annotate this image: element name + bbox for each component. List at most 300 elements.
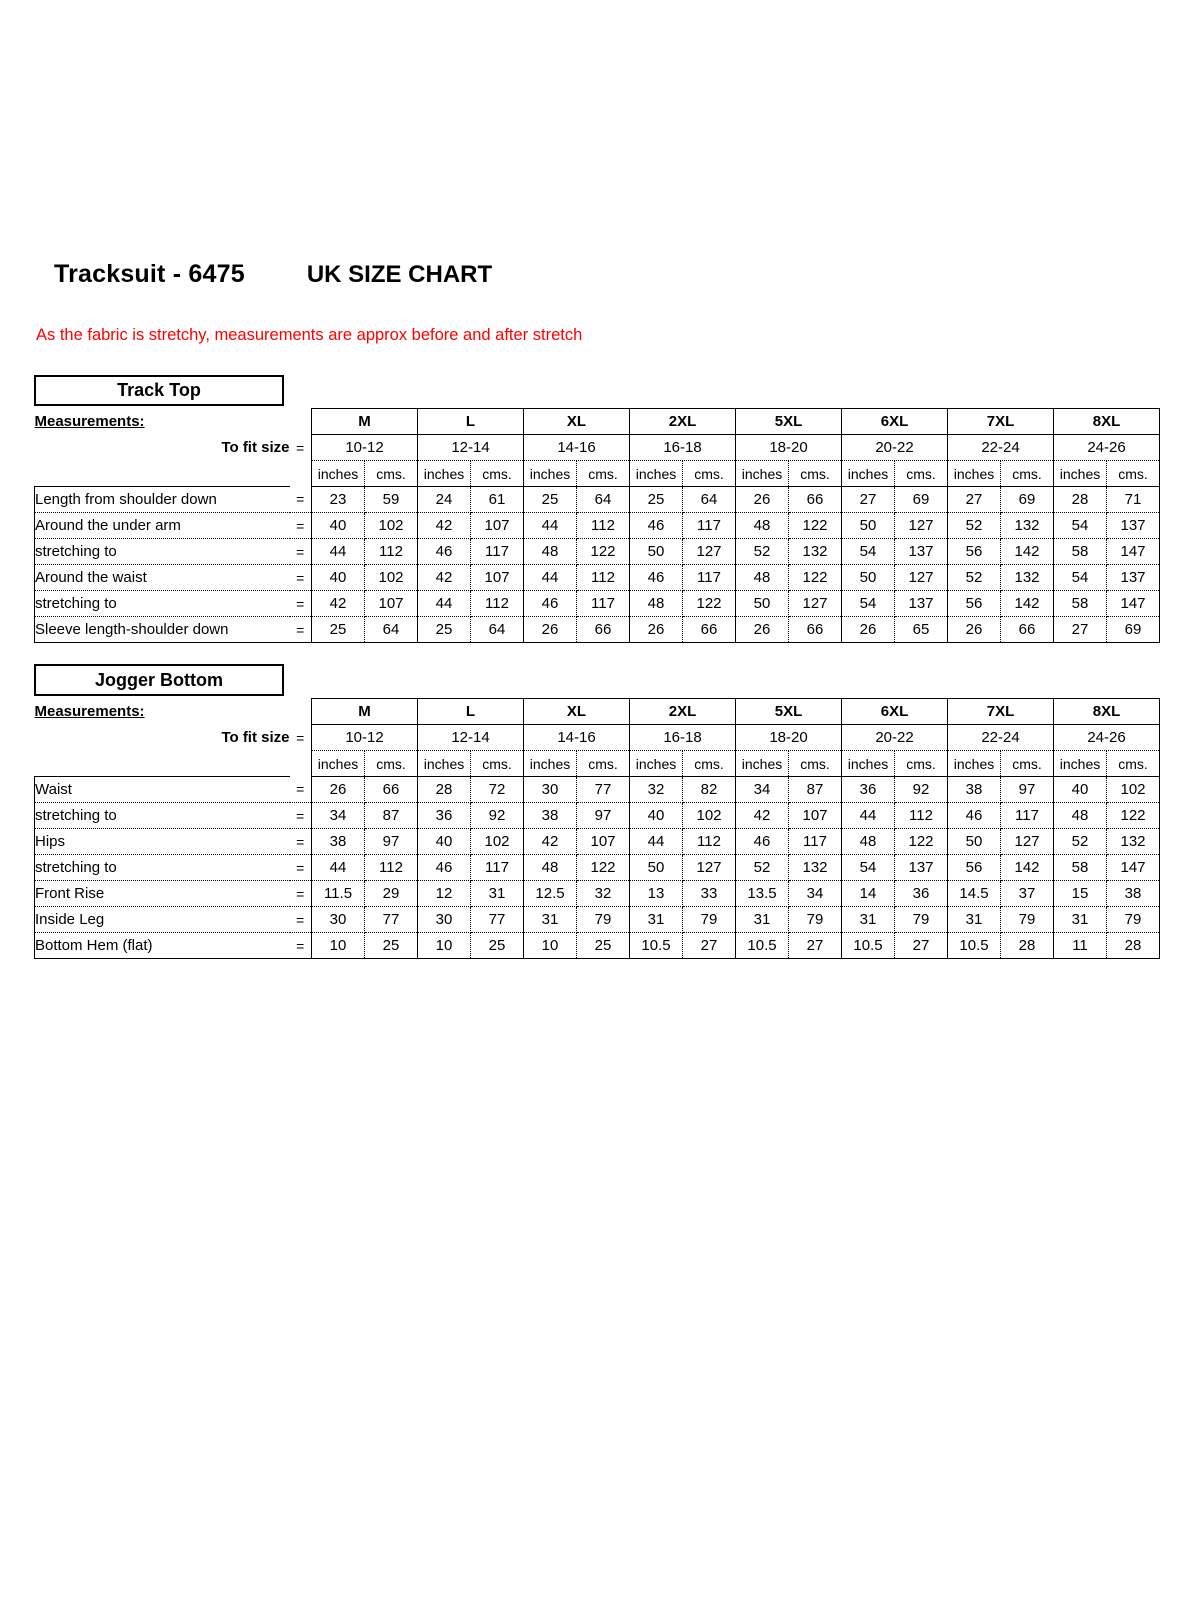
value-inches: 14 <box>842 881 895 907</box>
value-inches: 30 <box>524 777 577 803</box>
value-cms: 97 <box>577 803 630 829</box>
value-cms: 66 <box>789 617 842 643</box>
to-fit-value: 20-22 <box>842 435 948 461</box>
value-inches: 26 <box>842 617 895 643</box>
measurement-label: stretching to <box>35 591 290 617</box>
value-cms: 82 <box>683 777 736 803</box>
unit-cms: cms. <box>789 461 842 487</box>
equals-sign: = <box>290 855 312 881</box>
value-inches: 48 <box>524 855 577 881</box>
unit-inches: inches <box>736 751 789 777</box>
value-inches: 42 <box>312 591 365 617</box>
value-inches: 30 <box>418 907 471 933</box>
to-fit-value: 22-24 <box>948 725 1054 751</box>
equals-sign: = <box>290 829 312 855</box>
measurement-label: Inside Leg <box>35 907 290 933</box>
value-cms: 107 <box>471 565 524 591</box>
value-inches: 54 <box>1054 513 1107 539</box>
value-cms: 112 <box>895 803 948 829</box>
value-cms: 92 <box>471 803 524 829</box>
unit-cms: cms. <box>1107 461 1160 487</box>
size-header-8xl: 8XL <box>1054 409 1160 435</box>
equals-sign: = <box>290 591 312 617</box>
value-cms: 77 <box>365 907 418 933</box>
value-inches: 44 <box>630 829 683 855</box>
unit-cms: cms. <box>1001 751 1054 777</box>
value-cms: 25 <box>471 933 524 959</box>
unit-cms: cms. <box>683 461 736 487</box>
value-inches: 30 <box>312 907 365 933</box>
value-cms: 102 <box>365 565 418 591</box>
value-inches: 56 <box>948 539 1001 565</box>
value-cms: 122 <box>1107 803 1160 829</box>
value-cms: 112 <box>683 829 736 855</box>
table-header-sizes-row <box>35 699 1160 725</box>
value-inches: 10.5 <box>736 933 789 959</box>
value-cms: 137 <box>895 539 948 565</box>
value-inches: 26 <box>312 777 365 803</box>
value-inches: 42 <box>418 513 471 539</box>
to-fit-value: 24-26 <box>1054 435 1160 461</box>
equals-sign: = <box>290 881 312 907</box>
value-cms: 69 <box>895 487 948 513</box>
value-cms: 79 <box>1107 907 1160 933</box>
unit-inches: inches <box>842 461 895 487</box>
value-inches: 56 <box>948 855 1001 881</box>
value-inches: 10.5 <box>842 933 895 959</box>
value-inches: 54 <box>1054 565 1107 591</box>
size-header-7xl: 7XL <box>948 699 1054 725</box>
equals-sign: = <box>290 617 312 643</box>
value-inches: 44 <box>312 539 365 565</box>
value-cms: 38 <box>1107 881 1160 907</box>
spacer <box>290 751 312 777</box>
value-inches: 40 <box>630 803 683 829</box>
equals-sign: = <box>290 487 312 513</box>
value-inches: 46 <box>524 591 577 617</box>
value-cms: 66 <box>789 487 842 513</box>
value-cms: 122 <box>789 565 842 591</box>
spacer <box>290 409 312 435</box>
unit-cms: cms. <box>1001 461 1054 487</box>
to-fit-value: 20-22 <box>842 725 948 751</box>
value-cms: 66 <box>1001 617 1054 643</box>
value-cms: 147 <box>1107 855 1160 881</box>
value-cms: 102 <box>683 803 736 829</box>
value-cms: 132 <box>1001 565 1054 591</box>
value-cms: 127 <box>789 591 842 617</box>
value-inches: 32 <box>630 777 683 803</box>
measurement-label: Waist <box>35 777 290 803</box>
value-cms: 142 <box>1001 591 1054 617</box>
value-cms: 87 <box>365 803 418 829</box>
value-cms: 132 <box>1107 829 1160 855</box>
table-row <box>35 617 1160 643</box>
value-inches: 42 <box>418 565 471 591</box>
value-inches: 28 <box>418 777 471 803</box>
value-inches: 12.5 <box>524 881 577 907</box>
unit-cms: cms. <box>471 461 524 487</box>
measurement-label: Front Rise <box>35 881 290 907</box>
value-cms: 61 <box>471 487 524 513</box>
value-inches: 50 <box>842 513 895 539</box>
measurement-label: stretching to <box>35 539 290 565</box>
measurement-label: Hips <box>35 829 290 855</box>
equals-sign: = <box>290 513 312 539</box>
value-cms: 64 <box>471 617 524 643</box>
size-header-xl: XL <box>524 409 630 435</box>
value-cms: 87 <box>789 777 842 803</box>
value-cms: 37 <box>1001 881 1054 907</box>
unit-inches: inches <box>948 461 1001 487</box>
value-cms: 132 <box>789 539 842 565</box>
value-inches: 10 <box>418 933 471 959</box>
value-inches: 26 <box>948 617 1001 643</box>
value-inches: 54 <box>842 855 895 881</box>
value-inches: 46 <box>630 565 683 591</box>
unit-inches: inches <box>1054 461 1107 487</box>
unit-cms: cms. <box>365 751 418 777</box>
unit-cms: cms. <box>683 751 736 777</box>
value-cms: 117 <box>471 855 524 881</box>
to-fit-size-label: To fit size <box>221 439 290 456</box>
measurement-label: Around the under arm <box>35 513 290 539</box>
value-inches: 46 <box>630 513 683 539</box>
to-fit-value: 24-26 <box>1054 725 1160 751</box>
value-inches: 52 <box>948 565 1001 591</box>
value-cms: 102 <box>471 829 524 855</box>
value-cms: 137 <box>895 855 948 881</box>
size-header-m: M <box>312 409 418 435</box>
value-inches: 10.5 <box>948 933 1001 959</box>
unit-cms: cms. <box>577 751 630 777</box>
measurement-label: Sleeve length-shoulder down <box>35 617 290 643</box>
value-cms: 127 <box>683 539 736 565</box>
value-inches: 48 <box>630 591 683 617</box>
value-cms: 92 <box>895 777 948 803</box>
table-jogger-bottom <box>34 698 1160 959</box>
measurement-label: Bottom Hem (flat) <box>35 933 290 959</box>
value-cms: 72 <box>471 777 524 803</box>
unit-inches: inches <box>630 461 683 487</box>
value-cms: 142 <box>1001 855 1054 881</box>
page-subtitle: UK SIZE CHART <box>306 261 493 288</box>
size-header-m: M <box>312 699 418 725</box>
value-cms: 117 <box>683 513 736 539</box>
value-cms: 64 <box>683 487 736 513</box>
unit-inches: inches <box>524 461 577 487</box>
value-cms: 25 <box>577 933 630 959</box>
value-cms: 107 <box>471 513 524 539</box>
value-inches: 48 <box>736 565 789 591</box>
unit-inches: inches <box>418 461 471 487</box>
value-inches: 36 <box>842 777 895 803</box>
value-inches: 58 <box>1054 591 1107 617</box>
value-inches: 46 <box>948 803 1001 829</box>
unit-inches: inches <box>312 751 365 777</box>
value-inches: 44 <box>842 803 895 829</box>
value-inches: 14.5 <box>948 881 1001 907</box>
value-inches: 23 <box>312 487 365 513</box>
value-cms: 117 <box>683 565 736 591</box>
value-inches: 13 <box>630 881 683 907</box>
section-title-jogger-bottom: Jogger Bottom <box>34 664 284 696</box>
to-fit-value: 12-14 <box>418 725 524 751</box>
size-header-7xl: 7XL <box>948 409 1054 435</box>
measurement-label: stretching to <box>35 855 290 881</box>
to-fit-value: 14-16 <box>524 725 630 751</box>
value-cms: 32 <box>577 881 630 907</box>
size-header-5xl: 5XL <box>736 699 842 725</box>
value-cms: 33 <box>683 881 736 907</box>
equals-sign: = <box>290 933 312 959</box>
value-cms: 65 <box>895 617 948 643</box>
value-inches: 44 <box>524 565 577 591</box>
value-cms: 66 <box>577 617 630 643</box>
page-title: Tracksuit - 6475 <box>54 260 245 288</box>
value-inches: 10.5 <box>630 933 683 959</box>
value-inches: 46 <box>418 855 471 881</box>
table-row <box>35 881 1160 907</box>
value-cms: 122 <box>577 539 630 565</box>
equals-sign: = <box>290 539 312 565</box>
value-inches: 31 <box>736 907 789 933</box>
value-cms: 127 <box>895 513 948 539</box>
value-cms: 69 <box>1107 617 1160 643</box>
unit-inches: inches <box>948 751 1001 777</box>
value-inches: 44 <box>312 855 365 881</box>
value-inches: 38 <box>948 777 1001 803</box>
value-inches: 52 <box>736 539 789 565</box>
value-inches: 38 <box>312 829 365 855</box>
unit-cms: cms. <box>789 751 842 777</box>
value-cms: 122 <box>895 829 948 855</box>
unit-inches: inches <box>842 751 895 777</box>
table-row <box>35 565 1160 591</box>
equals-sign: = <box>290 777 312 803</box>
measurement-label: stretching to <box>35 803 290 829</box>
value-inches: 42 <box>524 829 577 855</box>
value-cms: 147 <box>1107 591 1160 617</box>
value-cms: 28 <box>1107 933 1160 959</box>
value-cms: 36 <box>895 881 948 907</box>
size-header-2xl: 2XL <box>630 409 736 435</box>
table-header-sizes-row <box>35 409 1160 435</box>
value-inches: 25 <box>312 617 365 643</box>
value-inches: 48 <box>524 539 577 565</box>
value-inches: 13.5 <box>736 881 789 907</box>
value-inches: 58 <box>1054 855 1107 881</box>
value-inches: 50 <box>948 829 1001 855</box>
value-cms: 64 <box>365 617 418 643</box>
table-header-units-row <box>35 751 1160 777</box>
table-row <box>35 591 1160 617</box>
value-inches: 50 <box>736 591 789 617</box>
unit-cms: cms. <box>471 751 524 777</box>
document-header <box>54 260 492 289</box>
value-inches: 48 <box>842 829 895 855</box>
value-inches: 48 <box>1054 803 1107 829</box>
value-inches: 24 <box>418 487 471 513</box>
value-inches: 31 <box>630 907 683 933</box>
value-inches: 11 <box>1054 933 1107 959</box>
value-inches: 42 <box>736 803 789 829</box>
value-inches: 27 <box>842 487 895 513</box>
unit-cms: cms. <box>895 751 948 777</box>
value-inches: 52 <box>948 513 1001 539</box>
value-cms: 31 <box>471 881 524 907</box>
table-row <box>35 907 1160 933</box>
value-inches: 48 <box>736 513 789 539</box>
equals-sign: = <box>290 565 312 591</box>
value-inches: 10 <box>312 933 365 959</box>
value-cms: 112 <box>365 855 418 881</box>
value-cms: 137 <box>1107 513 1160 539</box>
value-cms: 137 <box>1107 565 1160 591</box>
value-inches: 31 <box>1054 907 1107 933</box>
table-row <box>35 803 1160 829</box>
value-cms: 117 <box>1001 803 1054 829</box>
value-cms: 137 <box>895 591 948 617</box>
size-header-l: L <box>418 699 524 725</box>
value-cms: 34 <box>789 881 842 907</box>
value-inches: 44 <box>524 513 577 539</box>
table-row <box>35 513 1160 539</box>
size-header-8xl: 8XL <box>1054 699 1160 725</box>
spacer <box>35 461 290 487</box>
value-cms: 107 <box>789 803 842 829</box>
table-row <box>35 539 1160 565</box>
to-fit-value: 16-18 <box>630 725 736 751</box>
value-cms: 79 <box>1001 907 1054 933</box>
value-cms: 66 <box>365 777 418 803</box>
value-cms: 127 <box>683 855 736 881</box>
equals-sign: = <box>290 803 312 829</box>
value-inches: 26 <box>736 487 789 513</box>
value-cms: 79 <box>895 907 948 933</box>
table-row <box>35 829 1160 855</box>
unit-cms: cms. <box>895 461 948 487</box>
unit-inches: inches <box>630 751 683 777</box>
value-cms: 117 <box>577 591 630 617</box>
unit-inches: inches <box>736 461 789 487</box>
unit-inches: inches <box>524 751 577 777</box>
value-inches: 28 <box>1054 487 1107 513</box>
spacer <box>290 699 312 725</box>
value-cms: 66 <box>683 617 736 643</box>
value-inches: 15 <box>1054 881 1107 907</box>
value-cms: 112 <box>577 565 630 591</box>
value-cms: 79 <box>577 907 630 933</box>
measurement-label: Around the waist <box>35 565 290 591</box>
value-cms: 69 <box>1001 487 1054 513</box>
value-inches: 46 <box>418 539 471 565</box>
spacer <box>35 751 290 777</box>
value-cms: 97 <box>1001 777 1054 803</box>
size-header-xl: XL <box>524 699 630 725</box>
value-inches: 40 <box>312 565 365 591</box>
value-inches: 36 <box>418 803 471 829</box>
value-cms: 122 <box>789 513 842 539</box>
section-title-track-top: Track Top <box>34 375 284 406</box>
value-inches: 34 <box>312 803 365 829</box>
value-inches: 44 <box>418 591 471 617</box>
value-inches: 52 <box>1054 829 1107 855</box>
value-inches: 31 <box>948 907 1001 933</box>
unit-inches: inches <box>312 461 365 487</box>
value-inches: 38 <box>524 803 577 829</box>
unit-cms: cms. <box>365 461 418 487</box>
value-inches: 31 <box>524 907 577 933</box>
value-cms: 64 <box>577 487 630 513</box>
to-fit-value: 22-24 <box>948 435 1054 461</box>
table-header-tofit-row <box>35 435 1160 461</box>
to-fit-value: 18-20 <box>736 435 842 461</box>
value-cms: 97 <box>365 829 418 855</box>
value-cms: 29 <box>365 881 418 907</box>
unit-cms: cms. <box>577 461 630 487</box>
value-inches: 50 <box>842 565 895 591</box>
to-fit-size-label: To fit size <box>221 729 290 746</box>
value-cms: 147 <box>1107 539 1160 565</box>
value-cms: 132 <box>789 855 842 881</box>
value-cms: 112 <box>577 513 630 539</box>
value-inches: 40 <box>1054 777 1107 803</box>
value-inches: 26 <box>736 617 789 643</box>
value-cms: 112 <box>365 539 418 565</box>
value-cms: 107 <box>577 829 630 855</box>
value-inches: 26 <box>630 617 683 643</box>
to-fit-value: 10-12 <box>312 725 418 751</box>
to-fit-value: 16-18 <box>630 435 736 461</box>
value-cms: 102 <box>1107 777 1160 803</box>
measurements-label: Measurements: <box>34 703 145 720</box>
measurement-label: Length from shoulder down <box>35 487 290 513</box>
measurements-label: Measurements: <box>34 413 145 430</box>
value-inches: 54 <box>842 591 895 617</box>
size-header-6xl: 6XL <box>842 699 948 725</box>
to-fit-value: 10-12 <box>312 435 418 461</box>
equals-sign: = <box>296 439 305 456</box>
table-row <box>35 777 1160 803</box>
value-cms: 27 <box>895 933 948 959</box>
value-cms: 25 <box>365 933 418 959</box>
value-inches: 27 <box>1054 617 1107 643</box>
value-cms: 77 <box>577 777 630 803</box>
value-inches: 10 <box>524 933 577 959</box>
value-cms: 28 <box>1001 933 1054 959</box>
unit-inches: inches <box>1054 751 1107 777</box>
value-cms: 59 <box>365 487 418 513</box>
unit-cms: cms. <box>1107 751 1160 777</box>
stretch-note: As the fabric is stretchy, measurements are approx before and after stretch <box>36 326 583 344</box>
value-inches: 12 <box>418 881 471 907</box>
size-header-5xl: 5XL <box>736 409 842 435</box>
value-cms: 112 <box>471 591 524 617</box>
value-inches: 25 <box>524 487 577 513</box>
value-inches: 31 <box>842 907 895 933</box>
table-track-top <box>34 408 1160 643</box>
value-cms: 107 <box>365 591 418 617</box>
value-inches: 11.5 <box>312 881 365 907</box>
size-header-2xl: 2XL <box>630 699 736 725</box>
value-inches: 40 <box>312 513 365 539</box>
value-inches: 40 <box>418 829 471 855</box>
table-header-tofit-row <box>35 725 1160 751</box>
to-fit-value: 14-16 <box>524 435 630 461</box>
value-cms: 127 <box>895 565 948 591</box>
to-fit-value: 18-20 <box>736 725 842 751</box>
